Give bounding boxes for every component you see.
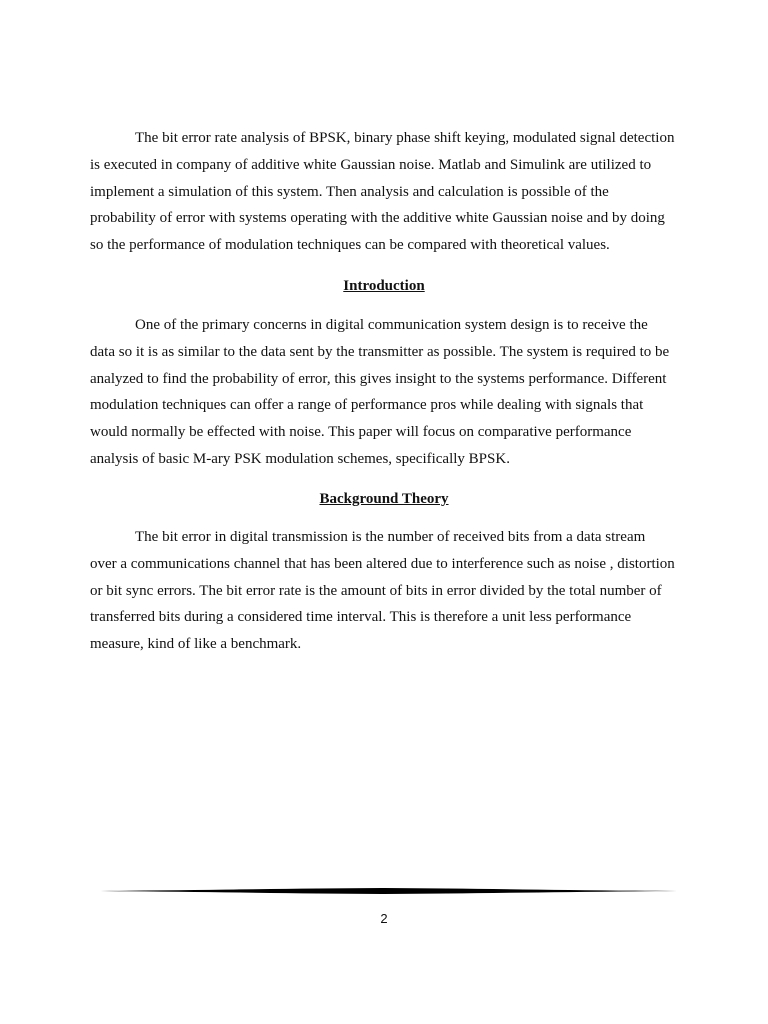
introduction-line: data so it is as similar to the data sent by the transmitter as possible. The system is required to be [90,343,670,360]
background-paragraph [90,524,690,658]
background-theory-heading: Background Theory [319,491,449,507]
introduction-heading: Introduction [343,278,425,294]
abstract-line: is executed in company of additive white Gaussian noise. Matlab and Simulink are utilized to [90,156,652,173]
background-line: or bit sync errors. The bit error rate is the amount of bits in error divided by the total number of [90,582,662,599]
introduction-line: modulation techniques can offer a range of performance pros while dealing with signals that [90,397,644,414]
introduction-line: analysis of basic M-ary PSK modulation schemes, specifically BPSK. [90,450,510,467]
introduction-line: One of the primary concerns in digital communication system design is to receive the [135,317,648,333]
introduction-line: analyzed to find the probability of error, this gives insight to the systems performance. Different [90,370,667,387]
introduction-line: would normally be effected with noise. This paper will focus on comparative performance [90,424,632,441]
introduction-paragraph [90,312,690,473]
background-line: measure, kind of like a benchmark. [90,636,302,653]
abstract-paragraph [90,125,690,259]
footer-rule [91,885,677,897]
background-line: The bit error in digital transmission is the number of received bits from a data stream [135,529,646,545]
abstract-line: The bit error rate analysis of BPSK, binary phase shift keying, modulated signal detection [135,130,675,146]
background-line: transferred bits during a considered time interval. This is therefore a unit less performance [90,609,632,626]
page-number: 2 [380,911,388,926]
background-line: over a communications channel that has been altered due to interference such as noise , distortion [90,555,675,572]
abstract-line: implement a simulation of this system. Then analysis and calculation is possible of the [90,183,609,200]
abstract-line: probability of error with systems operating with the additive white Gaussian noise and by doing [90,210,665,227]
abstract-line: so the performance of modulation techniques can be compared with theoretical values. [90,237,610,254]
